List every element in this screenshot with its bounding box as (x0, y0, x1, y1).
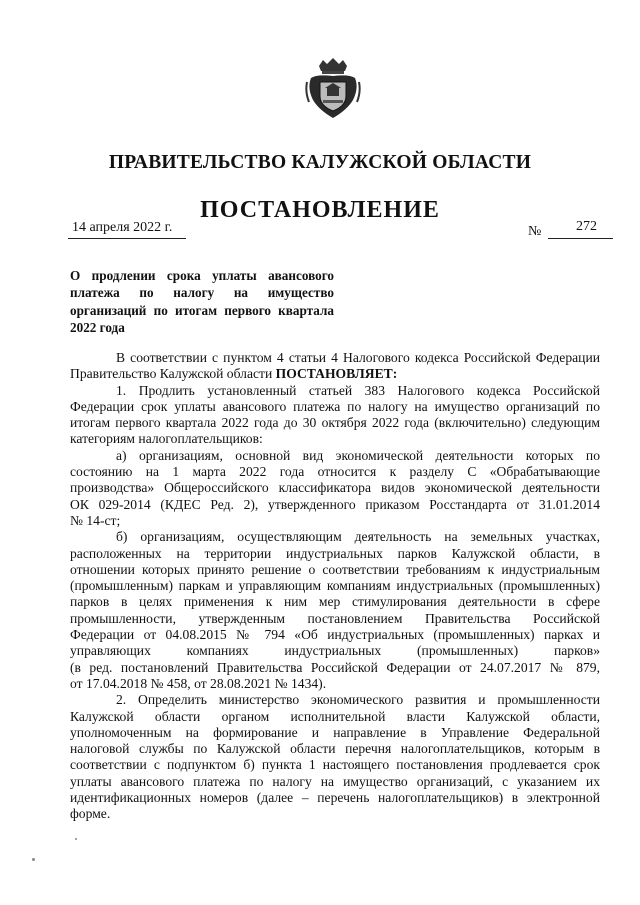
intro-line: В соответствии с пунктом 4 статьи 4 Налогового кодекса Российской Федерации (116, 350, 600, 365)
subparagraph-a-line: состоянию на 1 марта 2022 года относится к разделу С «Обрабатывающие (70, 464, 600, 480)
paragraph-2-line: налоговой службы по Калужской области перечня налогоплательщиков, которым в (70, 741, 600, 757)
subject-line: О продлении срока уплаты авансового (70, 268, 334, 283)
paragraph-1-line: категориям налогоплательщиков: (70, 431, 263, 447)
subparagraph-b-line: управляющих компаниях индустриальных (промышленных) парков» (70, 643, 600, 659)
subparagraph-a-line: а) организациям, основной вид экономической деятельности которых по (116, 447, 600, 463)
paragraph-1-line: Федерации срок уплаты авансового платежа по налогу на имущество организаций по (70, 398, 600, 414)
number-sign: № (528, 224, 542, 239)
paragraph-2-line: идентификационных номеров (далее – перечень налогоплательщиков) в электронной (70, 790, 600, 806)
intro-line (70, 366, 600, 382)
subparagraph-b-line: промышленности, утвержденным постановлением Правительства Российской (70, 610, 600, 626)
resolves-keyword: ПОСТАНОВЛЯЕТ: (275, 366, 398, 382)
subparagraph-b-line: (в ред. постановлений Правительства Российской Федерации от 24.07.2017 № 879, (70, 659, 600, 675)
date-underline (68, 238, 186, 239)
subparagraph-b-line: расположенных на территории индустриальных парков Калужской области, в (70, 545, 600, 561)
decree-subject (70, 267, 334, 337)
subject-line: 2022 года (70, 320, 125, 336)
number-underline (548, 238, 613, 239)
paragraph-2-line: 2. Определить министерство экономического развития и промышленности (116, 692, 600, 708)
decree-body (70, 350, 600, 823)
paragraph-2-line: соответствии с подпунктом б) пункта 1 настоящего постановления продлевается срок (70, 757, 600, 773)
government-title: ПРАВИТЕЛЬСТВО КАЛУЖСКОЙ ОБЛАСТИ (108, 152, 532, 173)
subparagraph-b-line: парков в целях применения к ним мер стимулирования деятельности в сфере (70, 594, 600, 610)
subject-line: платежа по налогу на имущество (70, 285, 334, 301)
subject-line: организаций по итогам первого квартала (70, 302, 334, 318)
paragraph-2-line: форме. (70, 806, 111, 822)
subparagraph-a-line: ОК 029-2014 (КДЕС Ред. 2), утвержденного приказом Росстандарта от 31.01.2014 (70, 496, 600, 512)
subparagraph-a-line: производства» Общероссийского классификатора видов экономической деятельности (70, 480, 600, 496)
subparagraph-b-line: б) организациям, осуществляющим деятельность на земельных участках, (116, 529, 600, 545)
subparagraph-b-line: Федерации от 04.08.2015 № 794 «Об индустриальных (промышленных) парках и (70, 627, 600, 643)
document-type-title: ПОСТАНОВЛЕНИЕ (200, 197, 440, 223)
paragraph-2-line: уплаты авансового платежа по налогу на имущество организаций, с указанием их (70, 773, 600, 789)
paragraph-2-line: Калужской области органом исполнительной власти Калужской области, (70, 708, 600, 724)
scan-speck (32, 858, 35, 861)
scan-speck (75, 838, 77, 840)
intro-text: Правительство Калужской области (70, 366, 276, 382)
paragraph-2-line: уполномоченным на формирование и направление в Управление Федеральной (70, 724, 600, 740)
paragraph-1-line: 1. Продлить установленный статьей 383 Налогового кодекса Российской (116, 382, 600, 398)
subparagraph-b-line: отношении которых принято решение о соответствии требованиям к индустриальным (70, 561, 600, 577)
paragraph-1-line: итогам первого квартала 2022 года до 30 октября 2022 года (включительно) следующим (70, 415, 600, 431)
decree-date: 14 апреля 2022 г. (72, 220, 173, 235)
decree-number: 272 (576, 219, 597, 234)
subparagraph-b-line: от 17.04.2018 № 458, от 28.08.2021 № 1434). (70, 675, 327, 691)
subparagraph-a-line: № 14-ст; (70, 512, 121, 528)
coat-of-arms-emblem (305, 58, 361, 120)
subparagraph-b-line: (промышленным) паркам и управляющим компаниям индустриальных (промышленных) (70, 578, 600, 594)
